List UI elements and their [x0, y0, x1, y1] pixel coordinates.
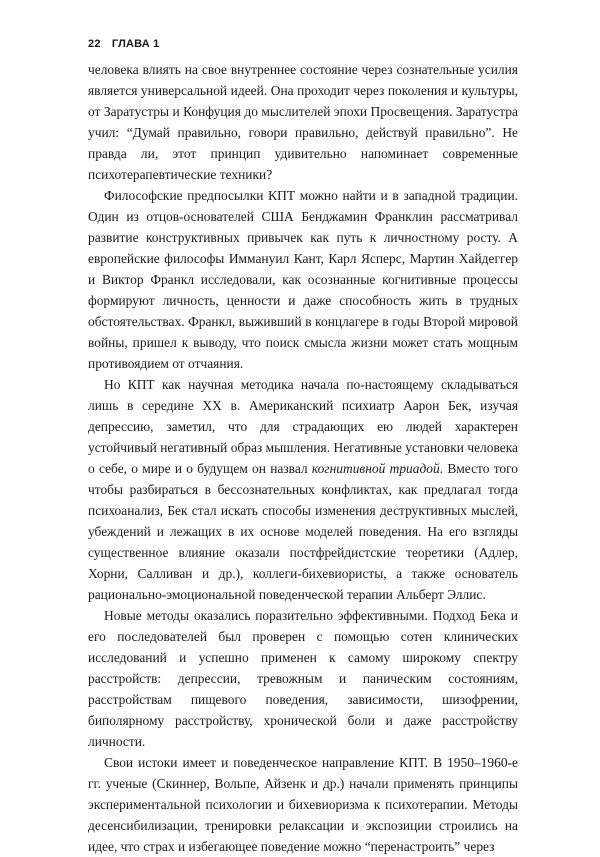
- chapter-title: ГЛАВА 1: [111, 38, 160, 50]
- paragraph-1: человека влиять на свое внутреннее состояние через сознательные усилия является универсальной идеей. Она проходит через поколения и культуры, от Заратустры и Конфуция до мыслителей эпохи Просвещения. Заратустра учил: “Думай правильно, говори правильно, действуй правильно”. Не правда ли, этот принцип удивительно напоминает современные психотерапевтические техники?: [88, 62, 518, 182]
- paragraph-2: Философские предпосылки КПТ можно найти и в западной традиции. Один из отцов-основателей США Бенджамин Франклин рассматривал развитие конструктивных привычек как путь к личностному росту. А европейские философы Иммануил Кант, Карл Ясперс, Мартин Хайдеггер и Виктор Франкл исследовали, как осознанные когнитивные процессы формируют личность, ценности и даже способность жить в трудных обстоятельствах. Франкл, выживший в концлагере в годы Второй мировой войны, пришел к выводу, что поиск смысла жизни может стать мощным противоядием от отчаяния.: [88, 188, 518, 371]
- paragraph-5: Свои истоки имеет и поведенческое направление КПТ. В 1950–1960-е гг. ученые (Скиннер, Вольпе, Айзенк и др.) начали применять принципы экспериментальной психологии и бихевиоризма к психотерапии. Методы десенсибилизации, тренировки релаксации и экспозиции строились на идее, что страх и избегающее поведение можно “перенастроить” через: [88, 755, 518, 854]
- paragraph-3-emphasis: когнитивной триадой: [311, 461, 440, 476]
- paragraph-3-part-1: Но КПТ как научная методика начала по-настоящему складываться лишь в середине XX в. Американский психиатр Аарон Бек, изучая депрессию, заметил, что для страдающих ею людей характерен устойчивый негативный образ мышления. Негативные установки человека о себе, о мире и о будущем он назвал: [88, 377, 518, 476]
- page-number: 22: [88, 38, 101, 50]
- running-header: [88, 38, 159, 50]
- paragraph-4: Новые методы оказались поразительно эффективными. Подход Бека и его последователей был проверен с помощью сотен клинических исследований и успешно применен к самому широкому спектру расстройств: депрессии, тревожным и паническим состояниям, расстройствам пищевого поведения, зависимости, шизофрении, биполярному расстройству, хронической боли и даже расстройству личности.: [88, 608, 518, 749]
- body-text: [88, 59, 518, 857]
- paragraph-3-part-2: . Вместо того чтобы разбираться в бессознательных конфликтах, как предлагал тогда психоанализ, Бек стал искать способы изменения деструктивных мыслей, убеждений и лежащих в их основе моделей поведения. На его взгляды существенное влияние оказали постфрейдистские теоретики (Адлер, Хорни, Салливан и др.), коллеги-бихевиористы, а также основатель рационально-эмоциональной поведенческой терапии Альберт Эллис.: [88, 461, 519, 602]
- paragraph-3: [88, 374, 518, 605]
